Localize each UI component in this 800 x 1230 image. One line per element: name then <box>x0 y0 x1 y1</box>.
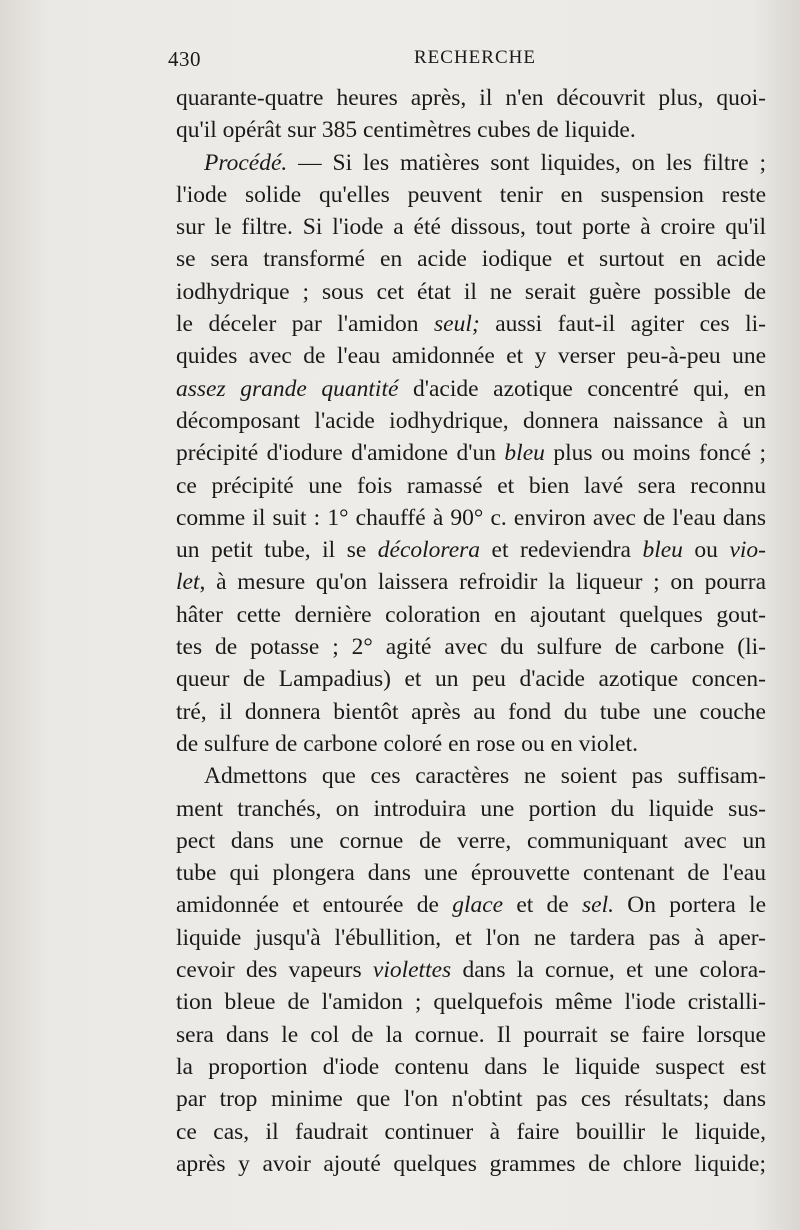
text-line: après y avoir ajouté quelques grammes de chlore liquide; <box>176 1150 766 1177</box>
text-line: de sulfure de carbone coloré en rose ou en violet. <box>176 730 638 757</box>
running-head: RECHERCHE <box>414 47 536 68</box>
text-line: décomposant l'acide iodhydrique, donnera naissance à un <box>176 407 766 434</box>
text-line: ment tranchés, on introduira une portion du liquide sus- <box>176 795 766 822</box>
text-line: quides avec de l'eau amidonnée et y verser peu-à-peu une <box>176 343 766 370</box>
text-line: Admettons que ces caractères ne soient pas suffisam- <box>204 763 766 790</box>
text-line: hâter cette dernière coloration en ajoutant quelques gout- <box>176 601 766 628</box>
page-number: 430 <box>168 47 201 71</box>
text-line: précipité d'iodure d'amidone d'un bleu plus ou moins foncé ; <box>176 440 766 467</box>
text-line: l'iode solide qu'elles peuvent tenir en suspension reste <box>176 181 766 208</box>
text-line: par trop minime que l'on n'obtint pas ces résultats; dans <box>176 1086 766 1113</box>
text-line: iodhydrique ; sous cet état il ne serait guère possible de <box>176 278 766 305</box>
text-line: cevoir des vapeurs violettes dans la cornue, et une colora- <box>176 957 767 984</box>
text-line: Procédé. — Si les matières sont liquides, on les filtre ; <box>204 149 766 176</box>
page-header <box>168 47 768 77</box>
text-line: un petit tube, il se décolorera et redeviendra bleu ou vio- <box>176 537 766 564</box>
text-line: tube qui plongera dans une éprouvette contenant de l'eau <box>176 860 766 887</box>
text-line: sera dans le col de la cornue. Il pourrait se faire lorsque <box>176 1021 766 1048</box>
text-line: la proportion d'iode contenu dans le liquide suspect est <box>176 1053 766 1080</box>
text-line: tes de potasse ; 2° agité avec du sulfure de carbone (li- <box>176 634 766 661</box>
text-line: liquide jusqu'à l'ébullition, et l'on ne tardera pas à aper- <box>176 924 766 951</box>
text-line: qu'il opérât sur 385 centimètres cubes de liquide. <box>176 117 636 144</box>
text-line: sur le filtre. Si l'iode a été dissous, tout porte à croire qu'il <box>176 214 766 241</box>
text-line: queur de Lampadius) et un peu d'acide azotique concen- <box>176 666 766 693</box>
text-line: let, à mesure qu'on laissera refroidir la liqueur ; on pourra <box>176 569 766 596</box>
text-line: ce cas, il faudrait continuer à faire bouillir le liquide, <box>176 1118 766 1145</box>
body-text <box>176 82 766 1180</box>
text-line: comme il suit : 1° chauffé à 90° c. environ avec de l'eau dans <box>176 504 766 531</box>
text-line: se sera transformé en acide iodique et surtout en acide <box>176 246 766 273</box>
text-line: quarante-quatre heures après, il n'en découvrit plus, quoi- <box>176 85 766 111</box>
text-line: assez grande quantité d'acide azotique concentré qui, en <box>176 375 766 402</box>
text-line: tion bleue de l'amidon ; quelquefois même l'iode cristalli- <box>176 989 766 1016</box>
text-line: pect dans une cornue de verre, communiquant avec un <box>176 827 766 854</box>
text-line: le déceler par l'amidon seul; aussi faut-il agiter ces li- <box>176 311 766 338</box>
text-line: tré, il donnera bientôt après au fond du tube une couche <box>176 698 766 725</box>
text-line: amidonnée et entourée de glace et de sel. On portera le <box>176 892 767 919</box>
text-line: ce précipité une fois ramassé et bien lavé sera reconnu <box>176 472 766 499</box>
